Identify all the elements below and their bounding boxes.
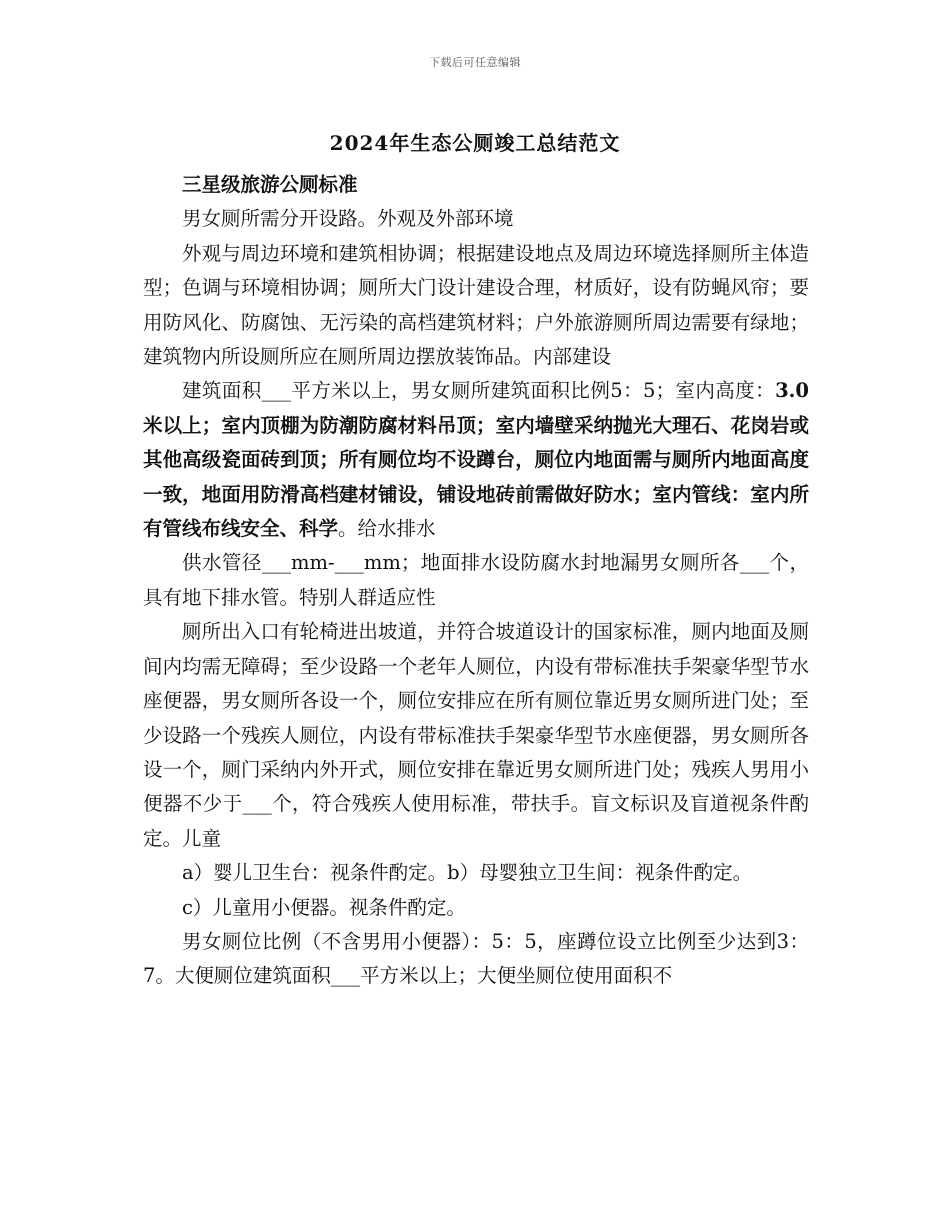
section-heading: 三星级旅游公厕标准	[182, 173, 358, 196]
paragraph-1: 男女厕所需分开设路。外观及外部环境	[182, 207, 514, 231]
paragraph-3-text: 建筑面积___平方米以上，男女厕所建筑面积比例5：5；室内高度：	[182, 379, 776, 403]
paragraph-8: 男女厕位比例（不含男用小便器）：5：5，座蹲位设立比例至少达到3：7。大便厕位建筑面积___平方米以上；大便坐厕位使用面积不	[143, 929, 809, 988]
paragraph-2: 外观与周边环境和建筑相协调；根据建设地点及周边环境选择厕所主体造型；色调与环境相协调；厕所大门设计建设合理，材质好，设有防蝇风帘；要用防风化、防腐蚀、无污染的高档建筑材料；户外旅游厕所周边需要有绿地；建筑物内所设厕所应在厕所周边摆放装饰品。内部建设	[143, 241, 809, 369]
paragraph-3-tail: 。给水排水	[338, 517, 436, 541]
paragraph-6: a）婴儿卫生台：视条件酌定。b）母婴独立卫生间：视条件酌定。	[182, 861, 753, 885]
document-title: 2024年生态公厕竣工总结范文	[329, 131, 621, 155]
paragraph-3	[143, 374, 809, 546]
document-body	[143, 168, 809, 994]
paragraph-5: 厕所出入口有轮椅进出坡道，并符合坡道设计的国家标准，厕内地面及厕间内均需无障碍；至少设路一个老年人厕位，内设有带标准扶手架豪华型节水座便器，男女厕所各设一个，厕位安排应在所有厕位靠近男女厕所进门处；至少设路一个残疾人厕位，内设有带标准扶手架豪华型节水座便器，男女厕所各设一个，厕门采纳内外开式，厕位安排在靠近男女厕所进门处；残疾人男用小便器不少于___个，符合残疾人使用标准，带扶手。盲文标识及盲道视条件酌定。儿童	[143, 620, 809, 850]
paragraph-7: c）儿童用小便器。视条件酌定。	[182, 895, 466, 919]
page-header: 下载后可任意编辑	[429, 56, 521, 69]
paragraph-3-bold: 3.0米以上；室内顶棚为防潮防腐材料吊顶；室内墙壁采纳抛光大理石、花岗岩或其他高级瓷面砖到顶；所有厕位均不设蹲台，厕位内地面需与厕所内地面高度一致，地面用防滑高档建材铺设，铺设地砖前需做好防水；室内管线：室内所有管线布线安全、科学	[143, 379, 809, 541]
paragraph-4: 供水管径___mm-___mm；地面排水设防腐水封地漏男女厕所各___个，具有地下排水管。特别人群适应性	[143, 551, 809, 609]
